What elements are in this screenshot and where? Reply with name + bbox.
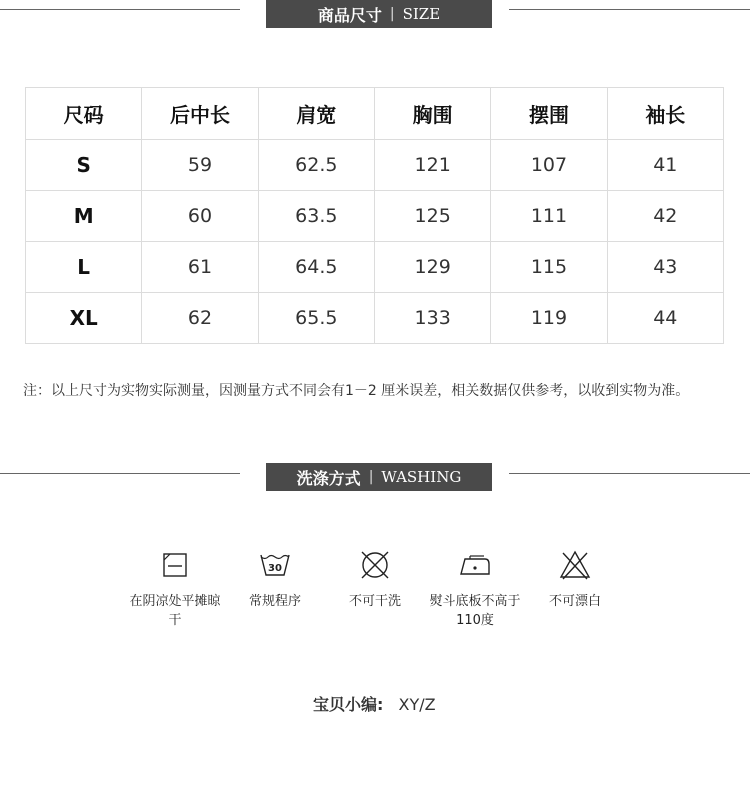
- care-label: 常规程序: [248, 594, 301, 609]
- header-chest: 胸围: [374, 88, 490, 140]
- editor-label: 宝贝小编:: [313, 695, 384, 714]
- care-item-no-tumble: [325, 548, 425, 611]
- cell-value: 65.5: [258, 293, 374, 344]
- care-label: 在阴凉处平摊晾干: [129, 594, 221, 628]
- header-back-length: 后中长: [142, 88, 258, 140]
- size-title-zh: 商品尺寸: [317, 5, 382, 25]
- cell-size: S: [26, 140, 142, 191]
- table-row: [26, 191, 724, 242]
- divider-line-right: [509, 9, 750, 10]
- divider-line-right: [509, 473, 750, 474]
- header-shoulder: 肩宽: [258, 88, 374, 140]
- svg-text:30: 30: [268, 563, 282, 574]
- divider-line-left: [0, 9, 240, 10]
- cell-size: M: [26, 191, 142, 242]
- cell-value: 119: [491, 293, 607, 344]
- cell-value: 62.5: [258, 140, 374, 191]
- cell-value: 107: [491, 140, 607, 191]
- cell-value: 129: [374, 242, 490, 293]
- cell-value: 121: [374, 140, 490, 191]
- cell-value: 62: [142, 293, 258, 344]
- cell-value: 43: [607, 242, 723, 293]
- cell-size: L: [26, 242, 142, 293]
- table-header-row: [26, 88, 724, 140]
- cell-value: 60: [142, 191, 258, 242]
- wash-title-zh: 洗涤方式: [296, 468, 361, 488]
- iron-icon: [458, 548, 492, 582]
- care-label: 不可漂白: [548, 594, 601, 609]
- cell-value: 111: [491, 191, 607, 242]
- dry-flat-shade-icon: [158, 548, 192, 582]
- title-separator: |: [389, 6, 395, 22]
- size-table: [25, 87, 724, 344]
- size-title-en: SIZE: [402, 5, 441, 23]
- cell-value: 63.5: [258, 191, 374, 242]
- header-hem: 摆围: [491, 88, 607, 140]
- cell-value: 41: [607, 140, 723, 191]
- no-bleach-icon: [558, 548, 592, 582]
- care-label: 不可干洗: [348, 594, 401, 609]
- care-item-no-bleach: [525, 548, 625, 611]
- care-item-iron: [425, 548, 525, 630]
- table-row: [26, 293, 724, 344]
- table-row: [26, 242, 724, 293]
- measurement-note: 注：以上尺寸为实物实际测量，因测量方式不同会有1－2 厘米误差，相关数据仅供参考，以收到实物为准。: [23, 383, 690, 399]
- cell-value: 64.5: [258, 242, 374, 293]
- wash-section-header: [266, 463, 492, 491]
- header-size: 尺码: [26, 88, 142, 140]
- cell-value: 44: [607, 293, 723, 344]
- cell-value: 42: [607, 191, 723, 242]
- care-item-dry-flat: [125, 548, 225, 630]
- care-item-wash: [225, 548, 325, 611]
- wash-30-icon: [258, 548, 292, 582]
- editor-value: XY/Z: [398, 695, 436, 714]
- divider-line-left: [0, 473, 240, 474]
- header-sleeve: 袖长: [607, 88, 723, 140]
- table-row: [26, 140, 724, 191]
- cell-value: 125: [374, 191, 490, 242]
- cell-value: 115: [491, 242, 607, 293]
- cell-value: 133: [374, 293, 490, 344]
- care-label: 熨斗底板不高于110度: [429, 594, 521, 628]
- size-section-header: [266, 0, 492, 28]
- editor-credit: [313, 692, 436, 715]
- wash-title-en: WASHING: [381, 468, 462, 486]
- cell-size: XL: [26, 293, 142, 344]
- cell-value: 61: [142, 242, 258, 293]
- cell-value: 59: [142, 140, 258, 191]
- no-tumble-dry-icon: [358, 548, 392, 582]
- title-separator: |: [368, 469, 374, 485]
